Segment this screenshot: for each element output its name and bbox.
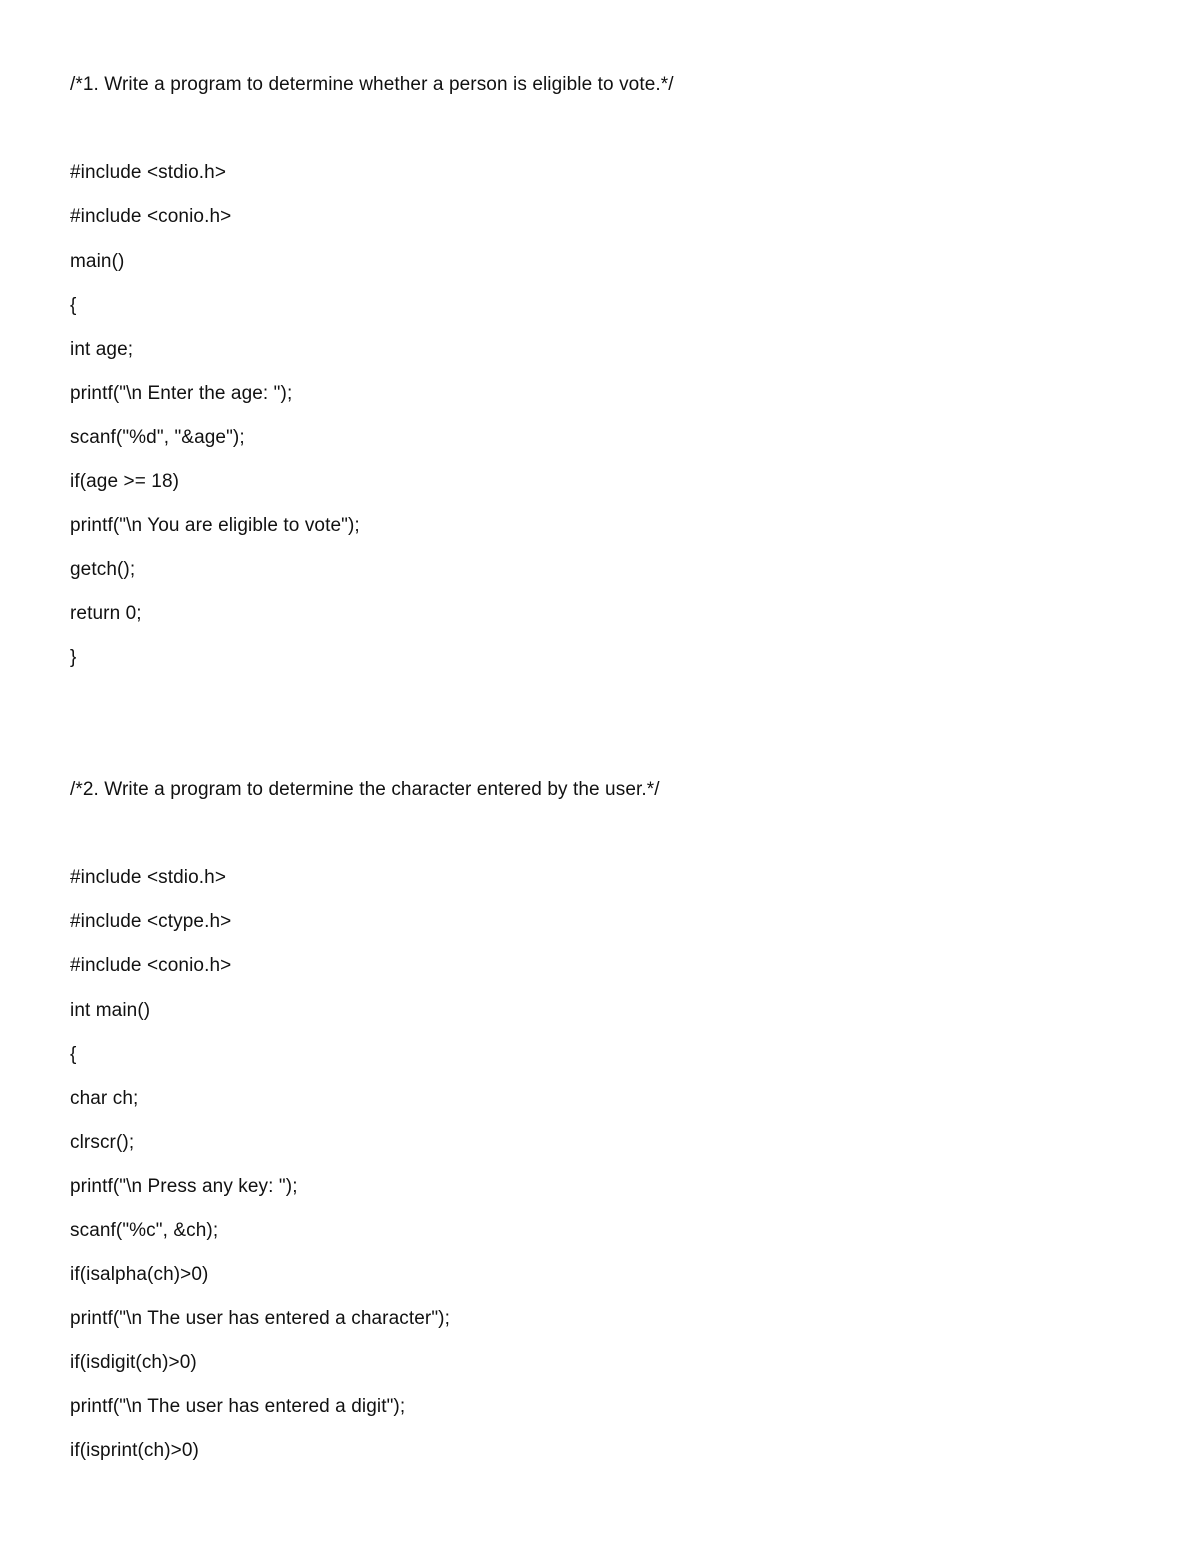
code-line: printf("\n The user has entered a character");	[70, 1308, 450, 1329]
code-line: #include <stdio.h>	[70, 162, 227, 183]
code-line: return 0;	[70, 603, 142, 624]
program-1-comment: /*1. Write a program to determine whether a person is eligible to vote.*/	[70, 74, 674, 95]
code-line: char ch;	[70, 1088, 139, 1109]
code-line: if(isprint(ch)>0)	[70, 1440, 199, 1461]
code-line: {	[70, 1044, 77, 1065]
code-line: #include <conio.h>	[70, 955, 232, 976]
code-line: #include <stdio.h>	[70, 867, 227, 888]
code-line: scanf("%d", "&age");	[70, 427, 245, 448]
code-line: }	[70, 647, 77, 668]
code-line: int age;	[70, 339, 134, 360]
code-line: #include <conio.h>	[70, 206, 232, 227]
code-line: clrscr();	[70, 1132, 135, 1153]
code-line: {	[70, 295, 77, 316]
code-line: printf("\n You are eligible to vote");	[70, 515, 360, 536]
code-line: scanf("%c", &ch);	[70, 1220, 219, 1241]
code-line: if(age >= 18)	[70, 471, 180, 492]
code-line: if(isdigit(ch)>0)	[70, 1352, 197, 1373]
code-line: main()	[70, 251, 125, 272]
code-line: int main()	[70, 1000, 151, 1021]
program-2-comment: /*2. Write a program to determine the character entered by the user.*/	[70, 779, 660, 800]
code-line: getch();	[70, 559, 136, 580]
code-line: printf("\n Press any key: ");	[70, 1176, 298, 1197]
code-line: if(isalpha(ch)>0)	[70, 1264, 209, 1285]
code-line: #include <ctype.h>	[70, 911, 232, 932]
code-line: printf("\n The user has entered a digit");	[70, 1396, 406, 1417]
code-line: printf("\n Enter the age: ");	[70, 383, 293, 404]
